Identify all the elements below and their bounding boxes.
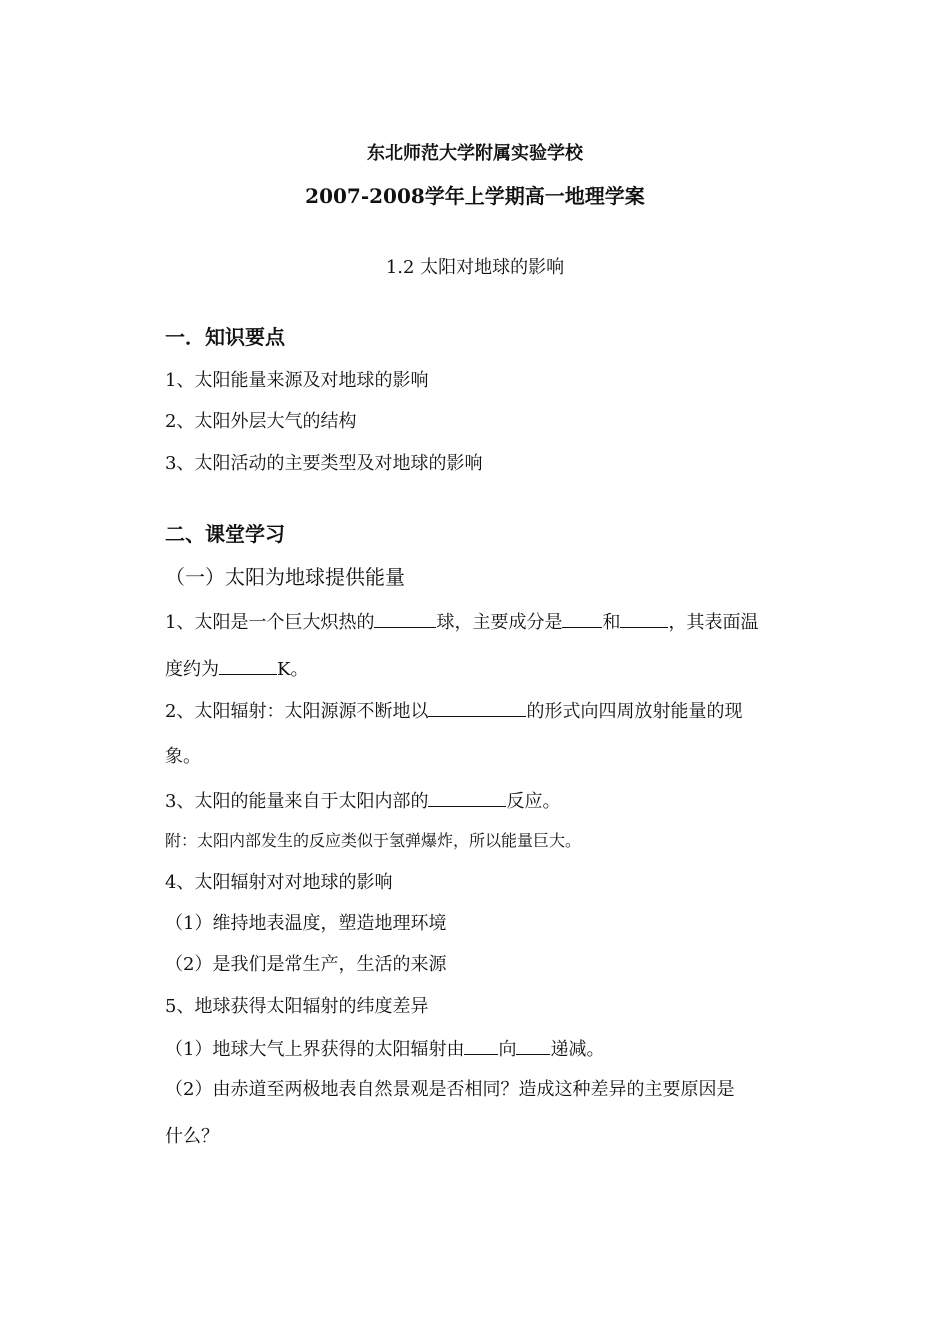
question-2-line-1 [165,698,742,724]
q1-blank-4[interactable] [219,656,277,675]
section-2-subheading: （一）太阳为地球提供能量 [165,565,405,589]
question-1-line-2 [165,656,308,682]
question-5-item-1 [165,1036,604,1062]
q2-text-b: 的形式向四周放射能量的现 [526,701,743,722]
section-1-heading: 一．知识要点 [165,325,285,349]
q5-blank-1[interactable] [464,1036,498,1055]
knowledge-point-1: 1、太阳能量来源及对地球的影响 [165,370,429,391]
question-2-line-2: 象。 [165,746,201,767]
q1-text-f: K。 [277,659,309,680]
knowledge-point-3: 3、太阳活动的主要类型及对地球的影响 [165,453,483,474]
knowledge-point-2: 2、太阳外层大气的结构 [165,411,357,432]
question-4-item-1: （1）维持地表温度，塑造地理环境 [165,913,447,934]
q3-text-a: 3、太阳的能量来自于太阳内部的 [165,791,429,812]
lesson-title: 1.2 太阳对地球的影响 [385,257,565,278]
q1-text-b: 球，主要成分是 [436,612,563,633]
question-3 [165,788,560,814]
q1-text-c: 和 [602,612,621,633]
school-name: 东北师范大学附属实验学校 [367,143,583,164]
q1-text-e: 度约为 [165,659,219,680]
q2-text-a: 2、太阳辐射：太阳源源不断地以 [165,701,429,722]
q5-i1-text-c: 递减。 [550,1039,605,1060]
q5-blank-2[interactable] [516,1036,550,1055]
q5-i1-text-a: （1）地球大气上界获得的太阳辐射由 [165,1039,465,1060]
note-line: 附：太阳内部发生的反应类似于氢弹爆炸，所以能量巨大。 [165,831,582,850]
q1-text-d: ，其表面温 [668,612,759,633]
question-1-line-1 [165,609,758,635]
q1-blank-2[interactable] [562,609,602,628]
q2-blank-1[interactable] [428,698,526,717]
q5-i1-text-b: 向 [498,1039,517,1060]
question-4-title: 4、太阳辐射对对地球的影响 [165,872,393,893]
question-5-item-2-line-2: 什么？ [165,1126,219,1147]
question-4-item-2: （2）是我们是常生产，生活的来源 [165,954,447,975]
section-2-heading: 二、课堂学习 [165,522,285,546]
term-title: 2007-2008学年上学期高一地理学案 [305,184,645,208]
question-5-title: 5、地球获得太阳辐射的纬度差异 [165,996,429,1017]
question-5-item-2-line-1: （2）由赤道至两极地表自然景观是否相同？造成这种差异的主要原因是 [165,1079,735,1100]
q3-blank-1[interactable] [428,788,506,807]
q1-blank-1[interactable] [374,609,436,628]
q1-blank-3[interactable] [620,609,668,628]
q1-text-a: 1、太阳是一个巨大炽热的 [165,612,375,633]
q3-text-b: 反应。 [506,791,561,812]
